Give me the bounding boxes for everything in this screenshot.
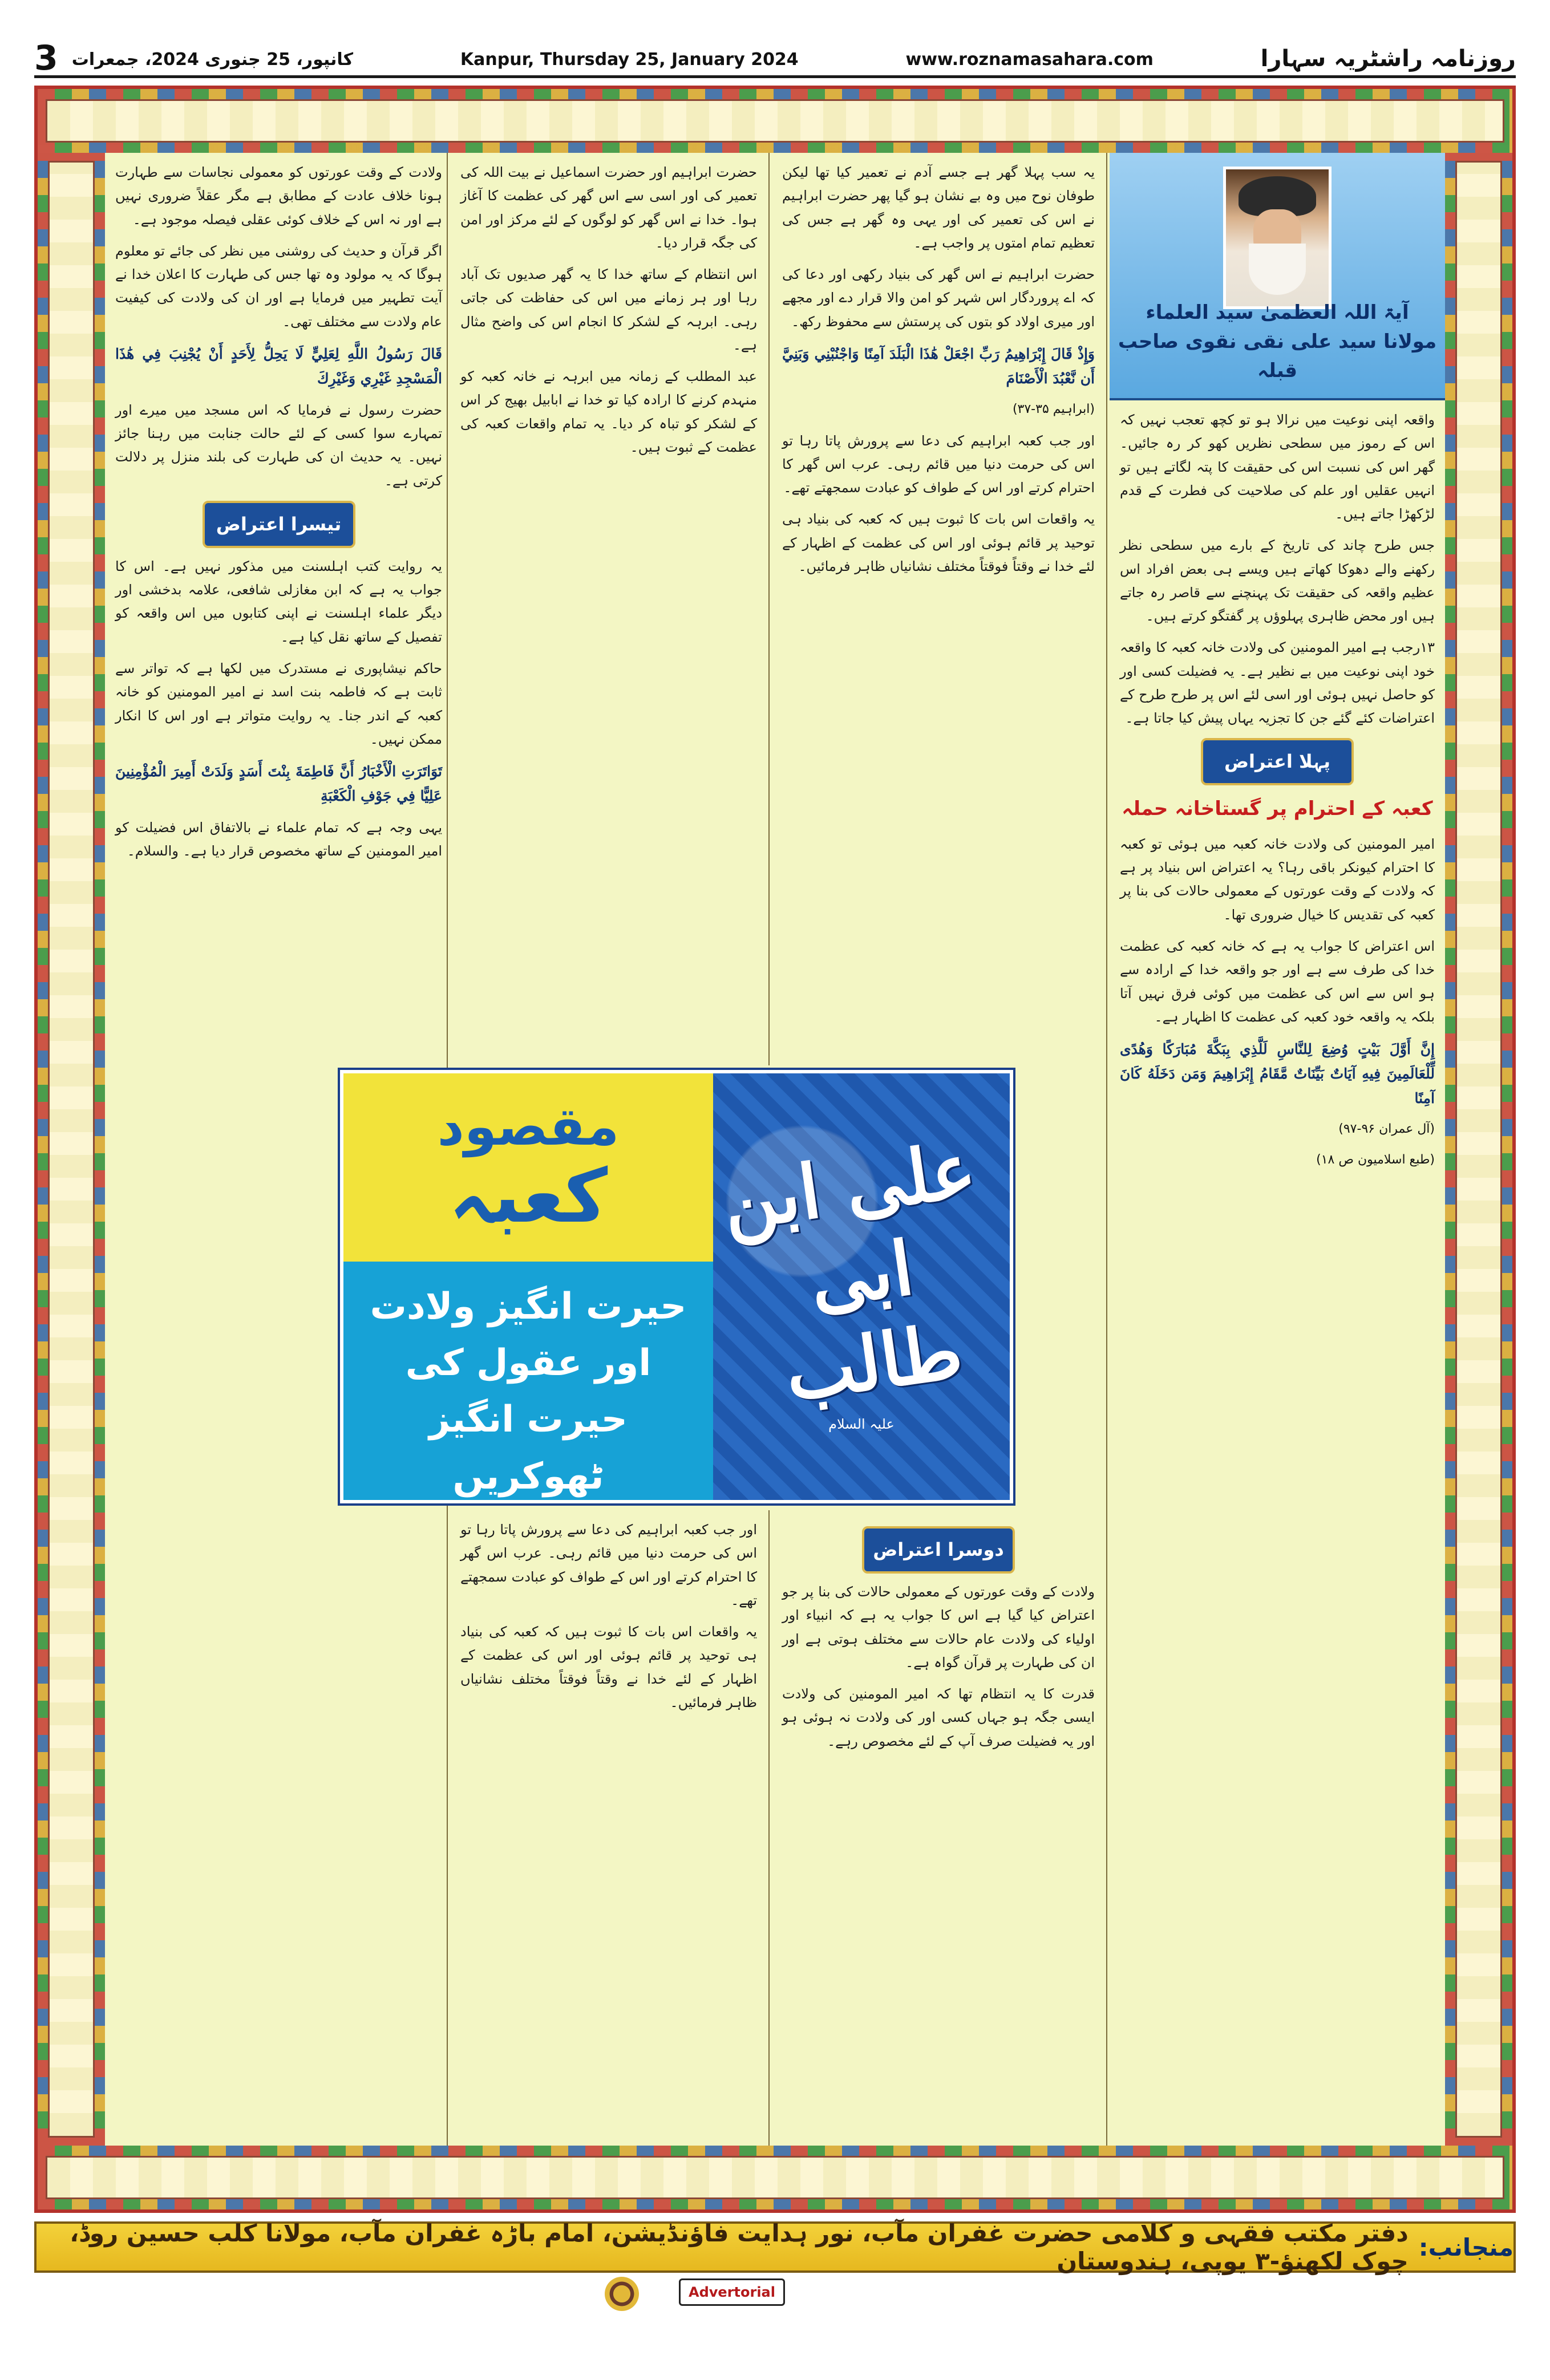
column-divider — [1106, 153, 1107, 2146]
column-divider — [768, 1510, 770, 2146]
banner-subtitle-line1: حیرت انگیز ولادت اور عقول کی — [370, 1286, 687, 1385]
banner-subtitle — [355, 1279, 702, 1505]
advertorial-label: Advertorial — [679, 2278, 785, 2306]
right-ornament-border — [1445, 153, 1512, 2146]
column-3-lower — [450, 1510, 767, 2152]
paragraph: ولادت کے وقت عورتوں کو معمولی نجاسات سے طہارت ہونا خلاف عادت کے مطابق ہے مگر عقلاً ضروری نہیں ہے اور نہ اس کے خلاف کوئی عقلی فیصلہ موجود ہے۔ — [115, 164, 442, 228]
page-number: 3 — [34, 38, 58, 78]
third-objection-heading: تیسرا اعتراض — [203, 501, 355, 548]
website-url[interactable]: www.roznamasahara.com — [905, 50, 1154, 70]
paragraph: حضرت رسول نے فرمایا کہ اس مسجد میں میرے اور تمہارے سوا کسی کے لئے حالت جنابت میں رہنا جائز نہیں۔ یہ حدیث ان کی طہارت کی بلند منزل پر دلالت کرتی ہے۔ — [115, 402, 442, 489]
paragraph: حضرت ابراہیم نے اس گھر کی بنیاد رکھی اور دعا کی کہ اے پروردگار اس شہر کو امن والا قرار دے اور مجھے اور میری اولاد کو بتوں کی پرستش سے محفوظ رکھ۔ — [782, 266, 1095, 330]
paragraph: حضرت ابراہیم اور حضرت اسماعیل نے بیت اللہ کی تعمیر کی اور اسی سے اس گھر کی عظمت کا آغاز ہوا۔ خدا نے اس گھر کو لوگوں کے لئے مرکز اور امن کی جگہ قرار دیا۔ — [460, 164, 757, 251]
newspaper-name: روزنامہ راشٹریہ سہارا — [1260, 46, 1516, 72]
calligraphy-tag: علیہ السلام — [828, 1416, 895, 1432]
paragraph: اور جب کعبہ ابراہیم کی دعا سے پرورش پاتا رہا تو اس کی حرمت دنیا میں قائم رہی۔ عرب اس گھر کا احترام کرتے اور اس کے طواف کو عبادت سمجھتے تھے۔ — [782, 432, 1095, 496]
paragraph: اگر قرآن و حدیث کی روشنی میں نظر کی جائے تو معلوم ہوگا کہ یہ مولود وہ تھا جس کی طہارت کا اعلان خدا نے آیت تطہیر میں فرمایا ہے اور ان کی ولادت کی کیفیت عام ولادت سے مختلف تھی۔ — [115, 242, 442, 330]
column-2 — [772, 153, 1105, 1065]
page-frame — [34, 86, 1516, 2213]
banner-calligraphy-panel — [713, 1073, 1010, 1500]
author-name: آیۃ اللہ العظمیٰ سید العلماء مولانا سید علی نقی نقوی صاحب قبلہ — [1118, 301, 1437, 382]
paragraph: جس طرح چاند کی تاریخ کے بارے میں سطحی نظر رکھنے والے دھوکا کھاتے ہیں ویسے ہی بعض افراد اس عظیم واقعہ کی حقیقت تک پہنچنے سے قاصر رہ جاتے ہیں اور محض ظاہری پہلوؤں پر گفتگو کرتے ہیں۔ — [1120, 537, 1435, 625]
column-1 — [1110, 153, 1445, 2152]
paragraph: امیر المومنین کی ولادت خانہ کعبہ میں ہوئی تو کعبہ کا احترام کیونکر باقی رہا؟ یہ اعتراض اس بنیاد پر ہے کہ ولادت کے وقت عورتوں کے معمولی حالات کی بنا پر کعبہ کی تقدیس کا خیال ضروری تھا۔ — [1120, 836, 1435, 923]
quran-verse: إِنَّ أَوَّلَ بَيْتٍ وُضِعَ لِلنَّاسِ لَلَّذِي بِبَكَّةَ مُبَارَكًا وَهُدًى لِّلْعَالَمِينَ فِيهِ آيَاتٌ بَيِّنَاتٌ مَّقَامُ إِبْرَاهِيمَ وَمَن دَخَلَهُ كَانَ آمِنًا — [1120, 1041, 1435, 1107]
first-objection-heading: پہلا اعتراض — [1201, 738, 1354, 785]
author-portrait — [1223, 167, 1332, 309]
decorative-medallion-icon — [605, 2277, 639, 2311]
masthead — [34, 35, 1516, 78]
urdu-dateline: کانپور، 25 جنوری 2024، جمعرات — [71, 50, 354, 70]
closing-reference: (طبع اسلامیون ص ۱۸) — [1316, 1152, 1435, 1167]
publisher-footer — [34, 2221, 1516, 2273]
column-2-lower — [772, 1510, 1105, 2152]
banner-title-line1: مقصود — [437, 1096, 620, 1157]
masthead-left — [34, 38, 354, 78]
quran-verse: وَإِذْ قَالَ إِبْرَاهِيمُ رَبِّ اجْعَلْ هَٰذَا الْبَلَدَ آمِنًا وَاجْنُبْنِي وَبَنِيَّ أَن نَّعْبُدَ الْأَصْنَامَ — [782, 345, 1095, 387]
author-box — [1110, 153, 1445, 400]
second-objection-heading: دوسرا اعتراض — [862, 1526, 1015, 1574]
footer-text: دفتر مکتب فقہی و کلامی حضرت غفران مآب، نور ہدایت فاؤنڈیشن، امام باڑہ غفران مآب، مولانا کلب حسین روڈ، چوک لکھنؤ-۳ یوپی، ہندوستان — [70, 2219, 1409, 2275]
banner-title-panel — [343, 1073, 713, 1500]
paragraph: اور جب کعبہ ابراہیم کی دعا سے پرورش پاتا رہا تو اس کی حرمت دنیا میں قائم رہی۔ عرب اس گھر کا احترام کرتے اور اس کے طواف کو عبادت سمجھتے تھے۔ — [460, 1522, 757, 1608]
paragraph: ولادت کے وقت عورتوں کے معمولی حالات کی بنا پر جو اعتراض کیا گیا ہے اس کا جواب یہ ہے کہ انبیاء اور اولیاء کی ولادت عام حالات سے مختلف ہوتی ہے اور ان کی طہارت پر قرآن گواہ ہے۔ — [782, 1584, 1095, 1671]
paragraph: واقعہ اپنی نوعیت میں نرالا ہو تو کچھ تعجب نہیں کہ اس کے رموز میں سطحی نظریں کھو کر رہ جائیں۔ گھر اس کی نسبت اس کی حقیقت کا پتہ لگاتے ہیں تو انہیں عقلیں اور علم کی صلاحیت کی فطرت کے قدم لڑکھڑا جاتے ہیں۔ — [1120, 412, 1435, 522]
feature-banner — [340, 1070, 1013, 1503]
english-dateline: Kanpur, Thursday 25, January 2024 — [460, 50, 799, 70]
paragraph: ۱۳رجب ہے امیر المومنین کی ولادت خانہ کعبہ کا واقعہ خود اپنی نوعیت میں بے نظیر ہے۔ یہ فضیلت کسی اور کو حاصل نہیں ہوئی اور اسی لئے اس پر طرح طرح کے اعتراضات کئے گئے جن کا تجزیہ یہاں پیش کیا جاتا ہے۔ — [1120, 639, 1435, 727]
verse-reference: (ابراہیم ۳۵-۳۷) — [1012, 402, 1095, 416]
verse-reference: (آل عمران ۹۶-۹۷) — [1338, 1122, 1435, 1137]
paragraph: حاکم نیشاپوری نے مستدرک میں لکھا ہے کہ تواتر سے ثابت ہے کہ فاطمہ بنت اسد نے امیر المومنین کو خانہ کعبہ کے اندر جنا۔ یہ روایت متواتر ہے اور اس کا انکار ممکن نہیں۔ — [115, 660, 442, 747]
banner-subtitle-line2: حیرت انگیز ٹھوکریں — [429, 1398, 628, 1498]
column-3 — [450, 153, 767, 1065]
footer-lead: منجانب: — [1418, 2233, 1513, 2261]
hadith-text: تَوَاتَرَتِ الْأَخْبَارُ أَنَّ فَاطِمَةَ بِنْتَ أَسَدٍ وَلَدَتْ أَمِيرَ الْمُؤْمِنِينَ عَلِيًّا فِي جَوْفِ الْكَعْبَةِ — [115, 763, 442, 805]
paragraph: یہ واقعات اس بات کا ثبوت ہیں کہ کعبہ کی بنیاد ہی توحید پر قائم ہوئی اور اس کی عظمت کے اظہار کے لئے خدا نے وقتاً فوقتاً مختلف نشانیاں ظاہر فرمائیں۔ — [460, 1624, 757, 1710]
first-objection-subheading: کعبہ کے احترام پر گستاخانہ حملہ — [1122, 797, 1433, 821]
paragraph: یہ سب پہلا گھر ہے جسے آدم نے تعمیر کیا تھا لیکن طوفان نوح میں وہ بے نشان ہو گیا پھر حضرت ابراہیم نے اس کی تعمیر کی اور یہی وہ گھر ہے جس کی تعظیم تمام امتوں پر واجب ہے۔ — [782, 164, 1095, 251]
paragraph: قدرت کا یہ انتظام تھا کہ امیر المومنین کی ولادت ایسی جگہ ہو جہاں کسی اور کی ولادت نہ ہوئی ہو اور یہ فضیلت صرف آپ کے لئے مخصوص رہے۔ — [782, 1686, 1095, 1749]
top-ornament-border — [38, 89, 1512, 153]
paragraph: اس انتظام کے ساتھ خدا کا یہ گھر صدیوں تک آباد رہا اور ہر زمانے میں اس کی حفاظت کی جاتی رہی۔ ابرہہ کے لشکر کا انجام اس کی واضح مثال ہے۔ — [460, 266, 757, 353]
portrait-beard — [1249, 244, 1306, 295]
paragraph: عبد المطلب کے زمانہ میں ابرہہ نے خانہ کعبہ کو منہدم کرنے کا ارادہ کیا تو خدا نے ابابیل بھیج کر اس کے لشکر کو تباہ کر دیا۔ یہ تمام واقعات کعبہ کی عظمت کے ثبوت ہیں۔ — [460, 368, 757, 455]
banner-title-line2: کعبہ — [448, 1153, 608, 1240]
paragraph: یہی وجہ ہے کہ تمام علماء نے بالاتفاق اس فضیلت کو امیر المومنین کے ساتھ مخصوص قرار دیا ہے۔ والسلام۔ — [115, 820, 442, 859]
column-divider — [768, 153, 770, 1065]
paragraph: یہ واقعات اس بات کا ثبوت ہیں کہ کعبہ کی بنیاد ہی توحید پر قائم ہوئی اور اس کی عظمت کے اظہار کے لئے خدا نے وقتاً فوقتاً مختلف نشانیاں ظاہر فرمائیں۔ — [782, 511, 1095, 575]
paragraph: اس اعتراض کا جواب یہ ہے کہ خانہ کعبہ کی عظمت خدا کی طرف سے ہے اور جو واقعہ خدا کے ارادہ سے ہو اس سے اس کی عظمت میں کوئی فرق نہیں آتا بلکہ یہ واقعہ خود کعبہ کی عظمت کا اظہار ہے۔ — [1120, 938, 1435, 1025]
hadith-text: قَالَ رَسُولُ اللَّهِ لِعَلِيٍّ لَا يَحِلُّ لِأَحَدٍ أَنْ يُجْنِبَ فِي هَٰذَا الْمَسْجِدِ غَيْرِي وَغَيْرِكَ — [115, 345, 442, 387]
paragraph: یہ روایت کتب اہلسنت میں مذکور نہیں ہے۔ اس کا جواب یہ ہے کہ ابن مغازلی شافعی، علامہ بدخشی اور دیگر علماء اہلسنت نے اپنی کتابوں میں اس واقعہ کو تفصیل کے ساتھ نقل کیا ہے۔ — [115, 558, 442, 645]
banner-title-block — [343, 1073, 713, 1262]
bottom-ornament-border — [38, 2146, 1512, 2209]
calligraphy-text: علی ابن ابی طالب — [717, 1125, 981, 1418]
left-ornament-border — [38, 153, 105, 2146]
